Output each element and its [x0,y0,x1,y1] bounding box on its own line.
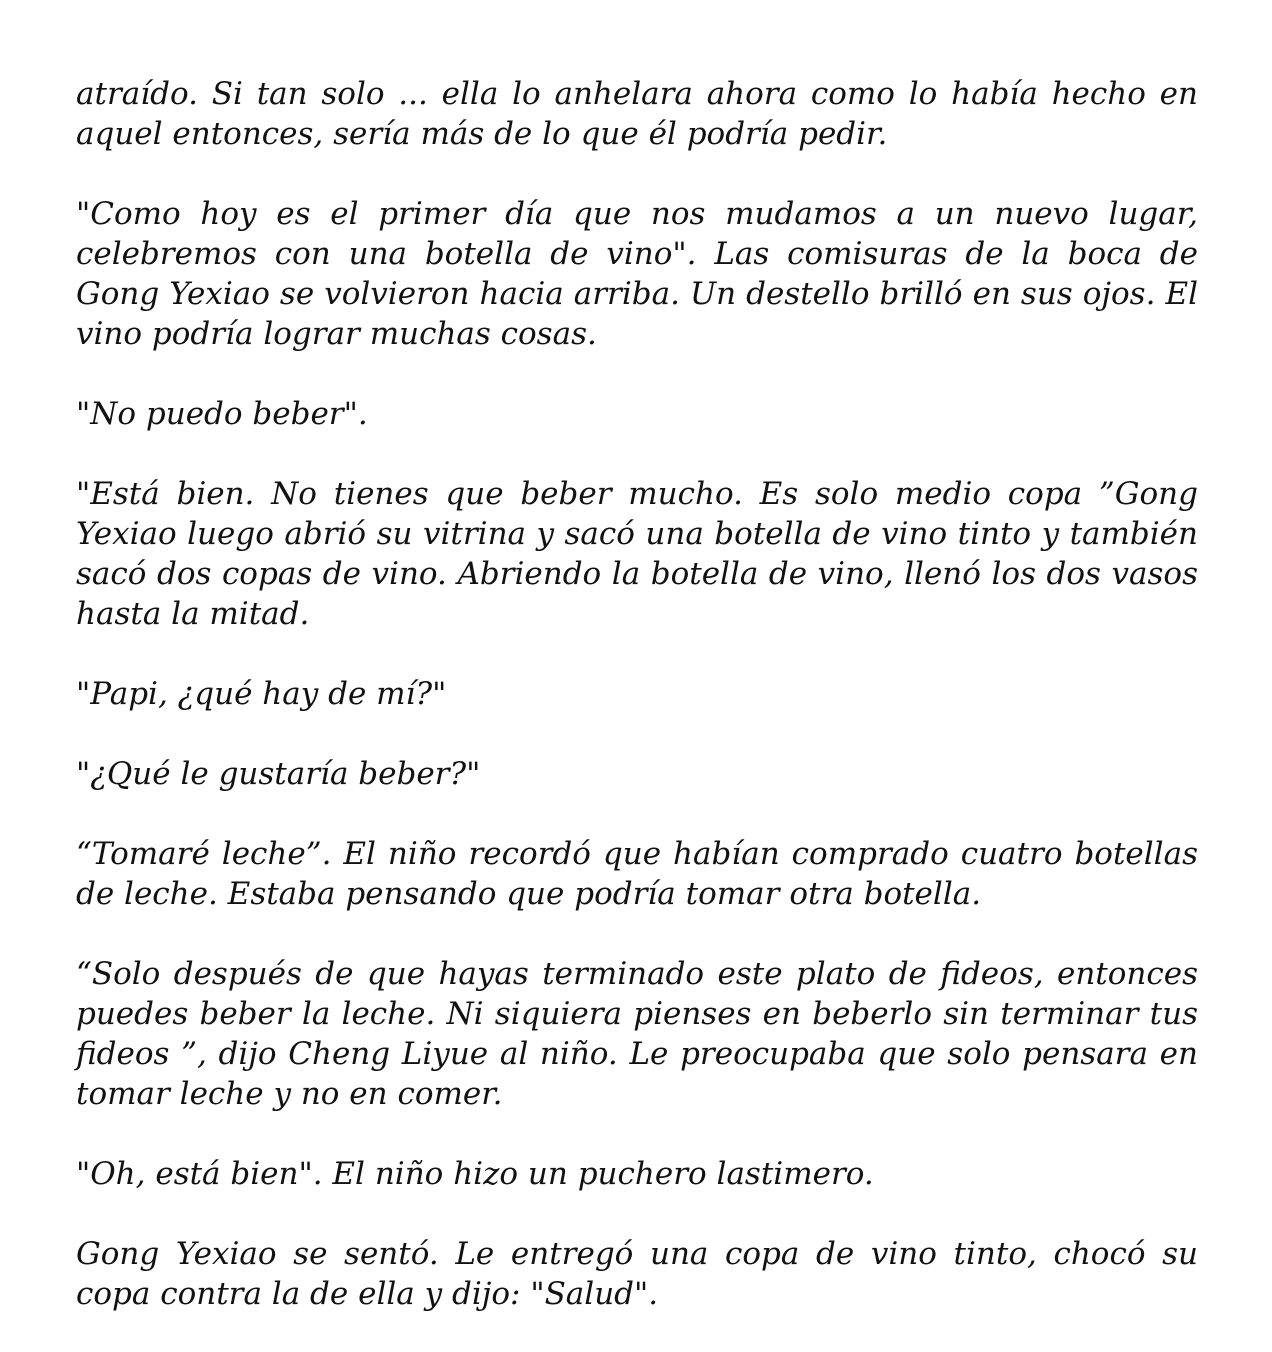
paragraph: "Papi, ¿qué hay de mí?" [76,676,447,712]
paragraph: “Solo después de que hayas terminado este plato de fideos, entonces puedes beber la leche. Ni siquiera pienses en beberlo sin terminar tus fideos ”, dijo Cheng Liyue al niño. Le preocupaba que solo pensara en tomar leche y no en comer. [76,956,1198,1112]
paragraph: "¿Qué le gustaría beber?" [76,756,481,792]
paragraph: "Como hoy es el primer día que nos mudamos a un nuevo lugar, celebremos con una botella de vino". Las comisuras de la boca de Gong Yexiao se volvieron hacia arriba. Un destello brilló en sus ojos. El vino podría lograr muchas cosas. [76,196,1198,352]
paragraph: Gong Yexiao se sentó. Le entregó una copa de vino tinto, chocó su copa contra la de ella y dijo: "Salud". [76,1236,1198,1312]
paragraph: “Tomaré leche”. El niño recordó que habían comprado cuatro botellas de leche. Estaba pensando que podría tomar otra botella. [76,836,1198,912]
paragraph: "No puedo beber". [76,396,368,432]
paragraph: atraído. Si tan solo ... ella lo anhelara ahora como lo había hecho en aquel entonces, sería más de lo que él podría pedir. [76,76,1198,152]
paragraph: "Está bien. No tienes que beber mucho. Es solo medio copa ”Gong Yexiao luego abrió su vitrina y sacó una botella de vino tinto y también sacó dos copas de vino. Abriendo la botella de vino, llenó los dos vasos hasta la mitad. [76,476,1198,632]
paragraph: "Oh, está bien". El niño hizo un puchero lastimero. [76,1156,874,1192]
